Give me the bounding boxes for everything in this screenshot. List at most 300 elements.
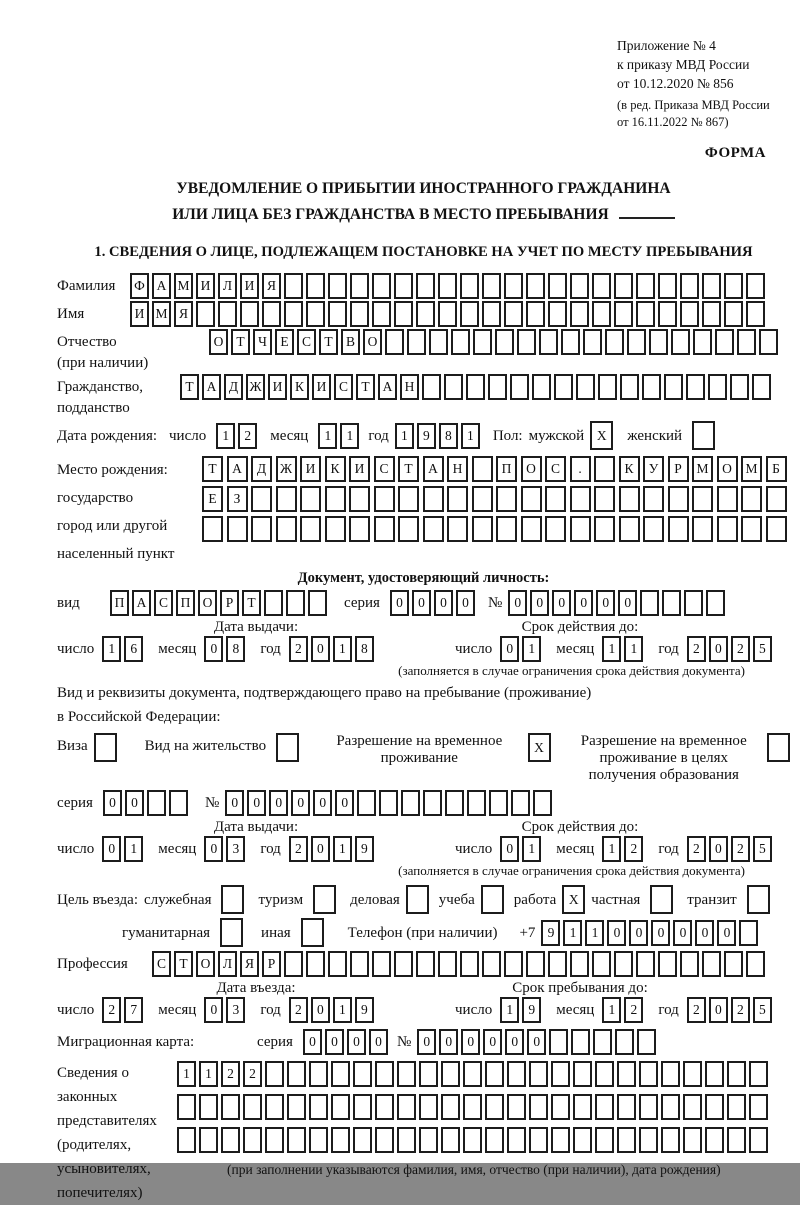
char-cell (724, 951, 743, 977)
char-cell (767, 733, 790, 762)
char-cell (401, 790, 420, 816)
char-cell: С (152, 951, 171, 977)
char-cell (747, 885, 770, 914)
res-issue-year-cells (289, 836, 377, 862)
char-cell: З (227, 486, 248, 512)
char-cell (614, 951, 633, 977)
birth-place-block (57, 456, 790, 568)
char-cell: 1 (177, 1061, 196, 1087)
id-issue-year-cells (289, 636, 377, 662)
char-cell (240, 301, 259, 327)
char-cell: И (240, 273, 259, 299)
char-cell (668, 516, 689, 542)
day-label: число (455, 1002, 493, 1018)
char-cell: 0 (505, 1029, 524, 1055)
char-cell (686, 374, 705, 400)
birth-place-label-2: город или другой (57, 518, 168, 534)
char-cell (507, 1094, 526, 1120)
char-cell (306, 301, 325, 327)
char-cell: 0 (439, 1029, 458, 1055)
char-cell (485, 1127, 504, 1153)
res-issue-day-cells (102, 836, 146, 862)
purpose-study-label: учеба (438, 891, 475, 908)
char-cell (407, 329, 426, 355)
char-cell (592, 951, 611, 977)
char-cell (639, 1061, 658, 1087)
char-cell (724, 273, 743, 299)
char-cell: Е (202, 486, 223, 512)
char-cell (620, 374, 639, 400)
char-cell: Т (356, 374, 375, 400)
char-cell: Ж (276, 456, 297, 482)
char-cell (169, 790, 188, 816)
char-cell (423, 790, 442, 816)
form-title-line2: ИЛИ ЛИЦА БЕЗ ГРАЖДАНСТВА В МЕСТО ПРЕБЫВАНИЯ (57, 202, 790, 228)
doc-number-cells (508, 590, 728, 616)
entry-purpose-label: Цель въезда: (57, 891, 138, 908)
guardians-label-5: попечителях) (57, 1185, 143, 1201)
doc-type-label: вид (57, 595, 80, 611)
char-cell (727, 1061, 746, 1087)
char-cell (637, 1029, 656, 1055)
char-cell (202, 516, 223, 542)
phone-prefix: +7 (519, 924, 536, 941)
char-cell: 1 (340, 423, 359, 449)
char-cell (419, 1094, 438, 1120)
char-cell: 9 (417, 423, 436, 449)
month-label: месяц (158, 1002, 197, 1018)
purpose-tourism-label: туризм (258, 891, 304, 908)
char-cell (561, 329, 580, 355)
char-cell: Т (180, 374, 199, 400)
surname-label: Фамилия (57, 278, 116, 294)
char-cell (533, 790, 552, 816)
char-cell: 0 (508, 590, 527, 616)
char-cell (619, 516, 640, 542)
char-cell (529, 1094, 548, 1120)
profession-cells (152, 951, 768, 977)
stay-month-cells (602, 997, 646, 1023)
char-cell (664, 374, 683, 400)
year-label: год (658, 641, 679, 657)
char-cell (749, 1127, 768, 1153)
char-cell: 0 (390, 590, 409, 616)
entry-year-cells (289, 997, 377, 1023)
birth-place-label-0: Место рождения: (57, 462, 168, 478)
id-valid-year-cells (687, 636, 775, 662)
valid-until-label: Срок действия до: (521, 819, 639, 835)
id-issue-month-cells (204, 636, 248, 662)
char-cell: 0 (291, 790, 310, 816)
doc-type-cells (110, 590, 330, 616)
char-cell: 0 (500, 636, 519, 662)
series-label: серия (57, 795, 93, 811)
char-cell (398, 516, 419, 542)
char-cell (353, 1127, 372, 1153)
char-cell: 8 (355, 636, 374, 662)
char-cell: 9 (355, 836, 374, 862)
edition-line: (в ред. Приказа МВД России (617, 98, 770, 112)
char-cell (617, 1094, 636, 1120)
appendix-line: к приказу МВД России (617, 57, 750, 72)
temp-residence-permit-label: Разрешение на временное проживание (336, 733, 503, 766)
char-cell (243, 1094, 262, 1120)
stay-year-cells (687, 997, 775, 1023)
stay-until-label: Срок пребывания до: (512, 980, 648, 996)
char-cell (595, 1094, 614, 1120)
char-cell (398, 486, 419, 512)
char-cell (495, 329, 514, 355)
char-cell (511, 790, 530, 816)
char-cell: 0 (204, 636, 223, 662)
char-cell (504, 951, 523, 977)
char-cell (482, 951, 501, 977)
char-cell (548, 301, 567, 327)
char-cell (460, 301, 479, 327)
char-cell (571, 1029, 590, 1055)
char-cell (702, 951, 721, 977)
char-cell (692, 421, 715, 450)
char-cell (705, 1061, 724, 1087)
char-cell: 0 (483, 1029, 502, 1055)
month-label: месяц (158, 841, 197, 857)
migration-series-cells (303, 1029, 391, 1055)
char-cell (284, 301, 303, 327)
char-cell: 0 (461, 1029, 480, 1055)
purpose-transit-label: транзит (687, 891, 737, 908)
char-cell: 0 (313, 790, 332, 816)
char-cell: Т (231, 329, 250, 355)
char-cell (526, 273, 545, 299)
form-title-line1: УВЕДОМЛЕНИЕ О ПРИБЫТИИ ИНОСТРАННОГО ГРАЖДАНИНА (176, 180, 671, 197)
char-cell: И (312, 374, 331, 400)
char-cell: 0 (709, 836, 728, 862)
char-cell (573, 1061, 592, 1087)
appendix-line: Приложение № 4 (617, 38, 716, 53)
char-cell: 7 (124, 997, 143, 1023)
migration-card-label: Миграционная карта: (57, 1034, 195, 1050)
char-cell (683, 1127, 702, 1153)
char-cell: 1 (333, 997, 352, 1023)
char-cell: 1 (624, 636, 643, 662)
char-cell (617, 1127, 636, 1153)
char-cell (220, 918, 243, 947)
char-cell (463, 1127, 482, 1153)
char-cell: 0 (434, 590, 453, 616)
char-cell (573, 1127, 592, 1153)
char-cell: 0 (247, 790, 266, 816)
residence-permit-label: Вид на жительство (144, 738, 267, 754)
char-cell (614, 273, 633, 299)
char-cell (507, 1061, 526, 1087)
char-cell (463, 1094, 482, 1120)
char-cell (650, 885, 673, 914)
purpose-official-label: служебная (143, 891, 212, 908)
birth-month-cells (318, 423, 362, 449)
char-cell (472, 456, 493, 482)
char-cell: У (643, 456, 664, 482)
char-cell: Т (174, 951, 193, 977)
char-cell (265, 1061, 284, 1087)
char-cell (221, 1094, 240, 1120)
char-cell: 5 (753, 836, 772, 862)
char-cell: И (349, 456, 370, 482)
char-cell (510, 374, 529, 400)
res-valid-year-cells (687, 836, 775, 862)
char-cell: В (341, 329, 360, 355)
year-label: год (368, 427, 389, 444)
char-cell: 6 (124, 636, 143, 662)
res-valid-month-cells (602, 836, 646, 862)
char-cell: 1 (602, 997, 621, 1023)
char-cell: 5 (753, 636, 772, 662)
char-cell (221, 1127, 240, 1153)
temp-residence-edu-label: Разрешение на временное проживание в целях получения образования (580, 733, 747, 783)
char-cell: 0 (629, 920, 648, 946)
char-cell: А (132, 590, 151, 616)
char-cell (374, 516, 395, 542)
guardians-block (57, 1061, 790, 1205)
char-cell: X (590, 421, 613, 450)
char-cell (708, 374, 727, 400)
char-cell (385, 329, 404, 355)
char-cell: А (423, 456, 444, 482)
purpose-tourism-checkbox (313, 885, 336, 914)
id-valid-month-cells (602, 636, 646, 662)
char-cell: А (202, 374, 221, 400)
char-cell (357, 790, 376, 816)
char-cell (473, 329, 492, 355)
char-cell (251, 516, 272, 542)
char-cell: . (570, 456, 591, 482)
char-cell (724, 301, 743, 327)
char-cell (549, 1029, 568, 1055)
char-cell: О (363, 329, 382, 355)
entry-day-cells (102, 997, 146, 1023)
surname-row (57, 273, 790, 299)
guardians-label-0: Сведения о (57, 1065, 129, 1081)
char-cell: 1 (124, 836, 143, 862)
char-cell (727, 1094, 746, 1120)
char-cell (287, 1127, 306, 1153)
char-cell: 0 (500, 836, 519, 862)
char-cell: 1 (602, 636, 621, 662)
char-cell (485, 1094, 504, 1120)
guardians-cells-row1 (177, 1061, 771, 1087)
char-cell: 2 (289, 636, 308, 662)
char-cell: 0 (303, 1029, 322, 1055)
series-label: серия (344, 595, 380, 611)
char-cell: 2 (687, 636, 706, 662)
char-cell (306, 273, 325, 299)
char-cell (504, 301, 523, 327)
char-cell (264, 590, 283, 616)
identity-doc-heading: Документ, удостоверяющий личность: (297, 570, 550, 586)
char-cell: Л (218, 951, 237, 977)
char-cell (375, 1127, 394, 1153)
char-cell (705, 1127, 724, 1153)
guardians-cells-row2 (177, 1094, 771, 1120)
char-cell: И (300, 456, 321, 482)
char-cell (658, 951, 677, 977)
char-cell (372, 301, 391, 327)
guardians-label-4: усыновителях, (57, 1161, 151, 1177)
char-cell (592, 301, 611, 327)
citizenship-label-2: подданство (57, 400, 130, 416)
char-cell (639, 1127, 658, 1153)
char-cell (309, 1061, 328, 1087)
purpose-other-label: иная (261, 924, 291, 941)
char-cell (693, 329, 712, 355)
char-cell (683, 1061, 702, 1087)
char-cell (640, 590, 659, 616)
char-cell (746, 301, 765, 327)
char-cell (286, 590, 305, 616)
char-cell (94, 733, 117, 762)
migration-number-cells (417, 1029, 659, 1055)
char-cell (746, 273, 765, 299)
char-cell (705, 1094, 724, 1120)
char-cell: 0 (651, 920, 670, 946)
char-cell (661, 1094, 680, 1120)
char-cell (374, 486, 395, 512)
char-cell (488, 374, 507, 400)
birth-place-label-3: населенный пункт (57, 546, 175, 562)
char-cell (576, 374, 595, 400)
purpose-business-label: деловая (350, 891, 400, 908)
char-cell (394, 951, 413, 977)
female-checkbox (692, 421, 715, 450)
char-cell (529, 1061, 548, 1087)
patronymic-row (57, 329, 790, 372)
char-cell: 0 (225, 790, 244, 816)
char-cell: И (196, 273, 215, 299)
char-cell: 1 (395, 423, 414, 449)
char-cell: 5 (753, 997, 772, 1023)
residence-doc-dates-row (57, 836, 790, 862)
char-cell: С (334, 374, 353, 400)
char-cell: 8 (439, 423, 458, 449)
guardians-label-1: законных (57, 1089, 118, 1105)
char-cell (438, 273, 457, 299)
char-cell (746, 951, 765, 977)
res-valid-day-cells (500, 836, 544, 862)
char-cell: 1 (602, 836, 621, 862)
char-cell: С (545, 456, 566, 482)
char-cell (147, 790, 166, 816)
char-cell: М (152, 301, 171, 327)
purpose-official-checkbox (221, 885, 244, 914)
validity-footnote: (заполняется в случае ограничения срока действия документа) (398, 663, 745, 678)
char-cell (485, 1061, 504, 1087)
birth-place-cells-row1 (202, 456, 790, 482)
entry-date-label: Дата въезда: (216, 980, 296, 996)
char-cell: 0 (709, 636, 728, 662)
guardians-label-2: представителях (57, 1113, 157, 1129)
res-number-cells (225, 790, 555, 816)
char-cell (394, 273, 413, 299)
char-cell: Ж (246, 374, 265, 400)
day-label: число (169, 427, 207, 444)
entry-purpose-row-2 (57, 918, 790, 947)
char-cell (521, 486, 542, 512)
char-cell (643, 516, 664, 542)
char-cell (416, 273, 435, 299)
birth-place-cells-row2 (202, 486, 790, 512)
char-cell: 2 (731, 836, 750, 862)
residence-doc-line1: Вид и реквизиты документа, подтверждающего право на пребывание (проживание) (57, 685, 592, 701)
temp-residence-edu-checkbox (767, 733, 790, 762)
month-label: месяц (556, 1002, 595, 1018)
char-cell: А (152, 273, 171, 299)
char-cell (526, 951, 545, 977)
char-cell: 0 (204, 997, 223, 1023)
char-cell (627, 329, 646, 355)
char-cell (227, 516, 248, 542)
char-cell: 2 (731, 636, 750, 662)
char-cell (548, 951, 567, 977)
char-cell (350, 273, 369, 299)
char-cell (749, 1094, 768, 1120)
char-cell (668, 486, 689, 512)
given-name-cells (130, 301, 768, 327)
profession-label: Профессия (57, 956, 128, 972)
form-label: ФОРМА (704, 145, 766, 161)
char-cell: 0 (574, 590, 593, 616)
section-1-heading: 1. СВЕДЕНИЯ О ЛИЦЕ, ПОДЛЕЖАЩЕМ ПОСТАНОВКЕ НА УЧЕТ ПО МЕСТУ ПРЕБЫВАНИЯ (94, 244, 753, 260)
residence-options-row (57, 733, 790, 784)
char-cell: 0 (417, 1029, 436, 1055)
char-cell (570, 301, 589, 327)
char-cell: Я (262, 273, 281, 299)
char-cell: П (176, 590, 195, 616)
month-label: месяц (158, 641, 197, 657)
char-cell: М (741, 456, 762, 482)
char-cell: 0 (311, 836, 330, 862)
char-cell: К (290, 374, 309, 400)
char-cell (727, 1127, 746, 1153)
char-cell: 0 (527, 1029, 546, 1055)
char-cell (548, 273, 567, 299)
char-cell (570, 273, 589, 299)
profession-row (57, 951, 790, 977)
char-cell: О (196, 951, 215, 977)
char-cell: 1 (199, 1061, 218, 1087)
char-cell (545, 486, 566, 512)
char-cell (262, 301, 281, 327)
char-cell (570, 516, 591, 542)
char-cell: М (692, 456, 713, 482)
phone-cells (541, 920, 761, 946)
birth-date-row (57, 421, 790, 450)
char-cell (662, 590, 681, 616)
char-cell: 2 (687, 836, 706, 862)
char-cell (419, 1127, 438, 1153)
char-cell (276, 486, 297, 512)
char-cell: Я (240, 951, 259, 977)
char-cell: 0 (102, 836, 121, 862)
char-cell: Д (224, 374, 243, 400)
number-label: № (396, 1034, 412, 1050)
sex-label: Пол: (492, 427, 523, 444)
char-cell (422, 374, 441, 400)
phone-label: Телефон (при наличии) (347, 924, 498, 941)
female-label: женский (627, 427, 683, 444)
char-cell (532, 374, 551, 400)
char-cell (594, 516, 615, 542)
char-cell (472, 516, 493, 542)
char-cell: X (562, 885, 585, 914)
